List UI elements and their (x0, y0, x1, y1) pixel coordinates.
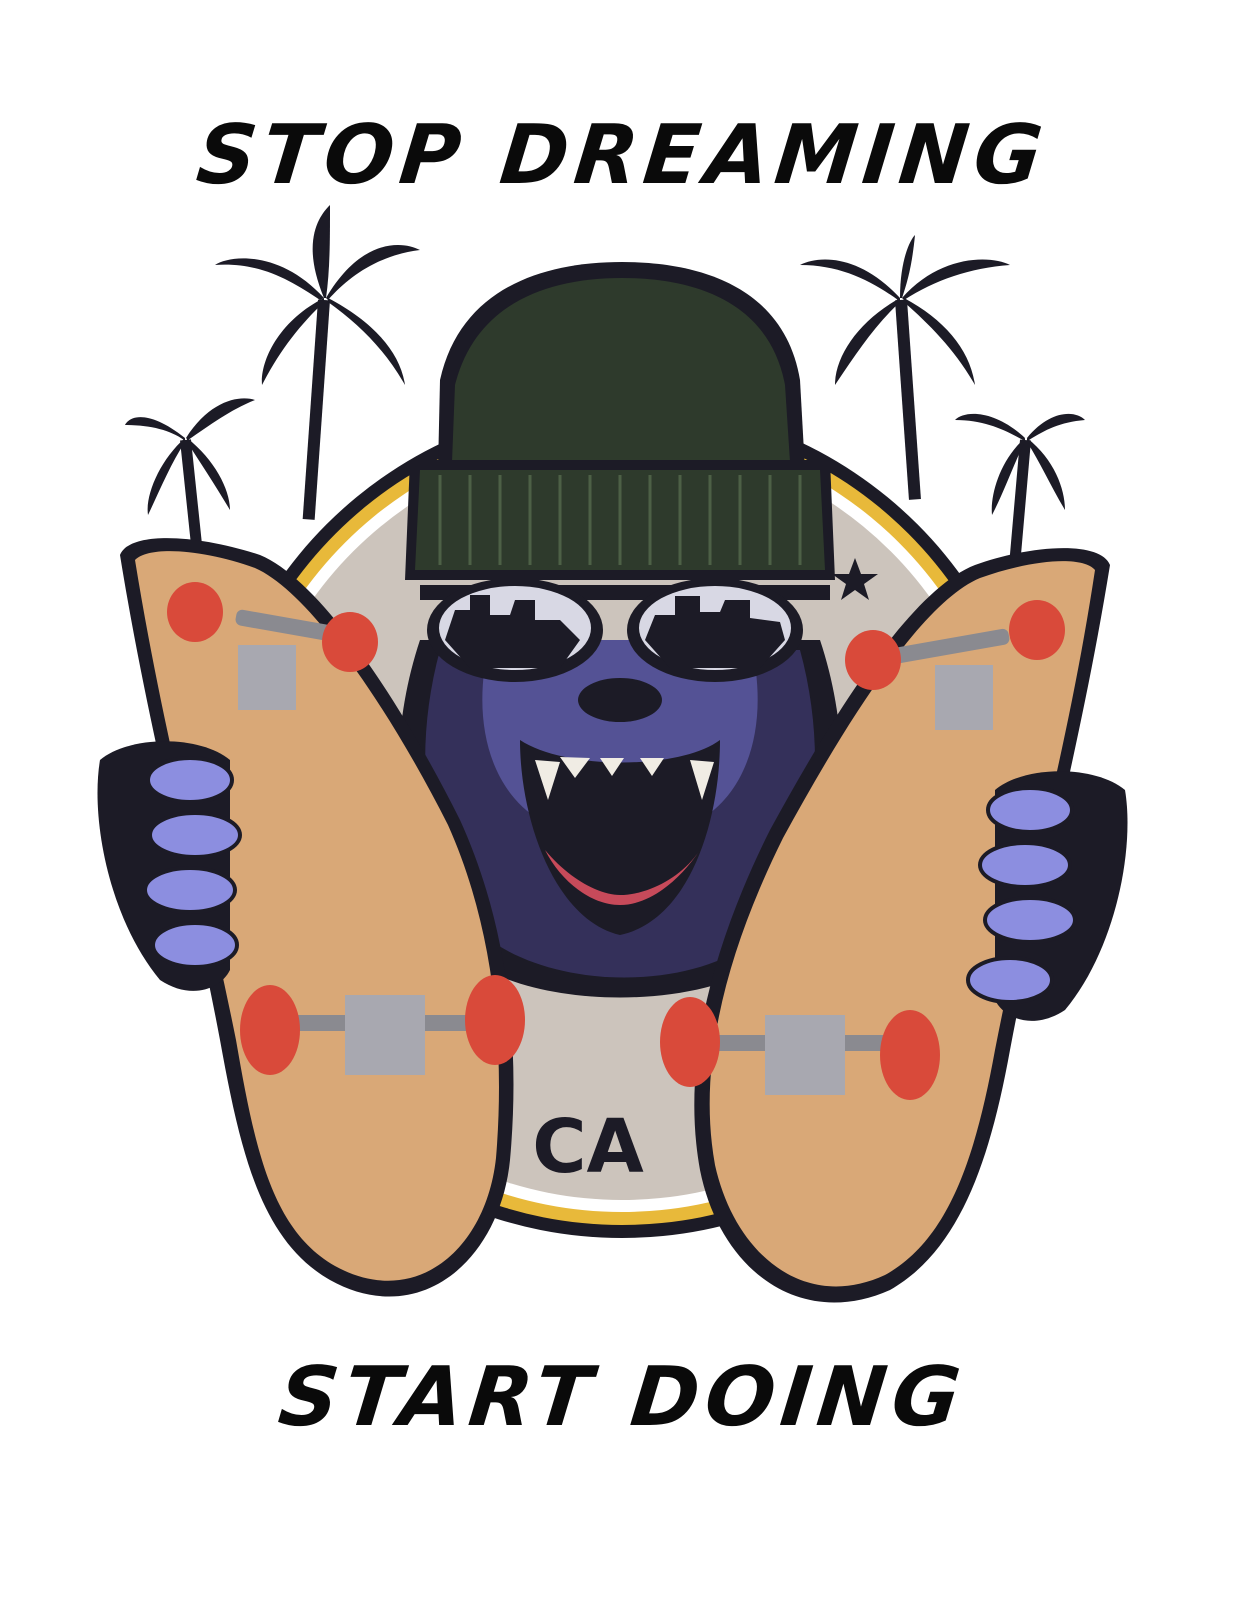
palm-tree-icon (125, 398, 255, 559)
left-hand-illustration (98, 741, 241, 991)
palm-tree-icon (955, 414, 1085, 570)
headline-stop-dreaming: STOP DREAMING (192, 108, 1053, 203)
palm-tree-icon (215, 205, 420, 520)
headline-start-doing: START DOING (274, 1350, 971, 1445)
badge-label: CA (532, 1104, 644, 1190)
beanie-illustration (405, 262, 835, 580)
